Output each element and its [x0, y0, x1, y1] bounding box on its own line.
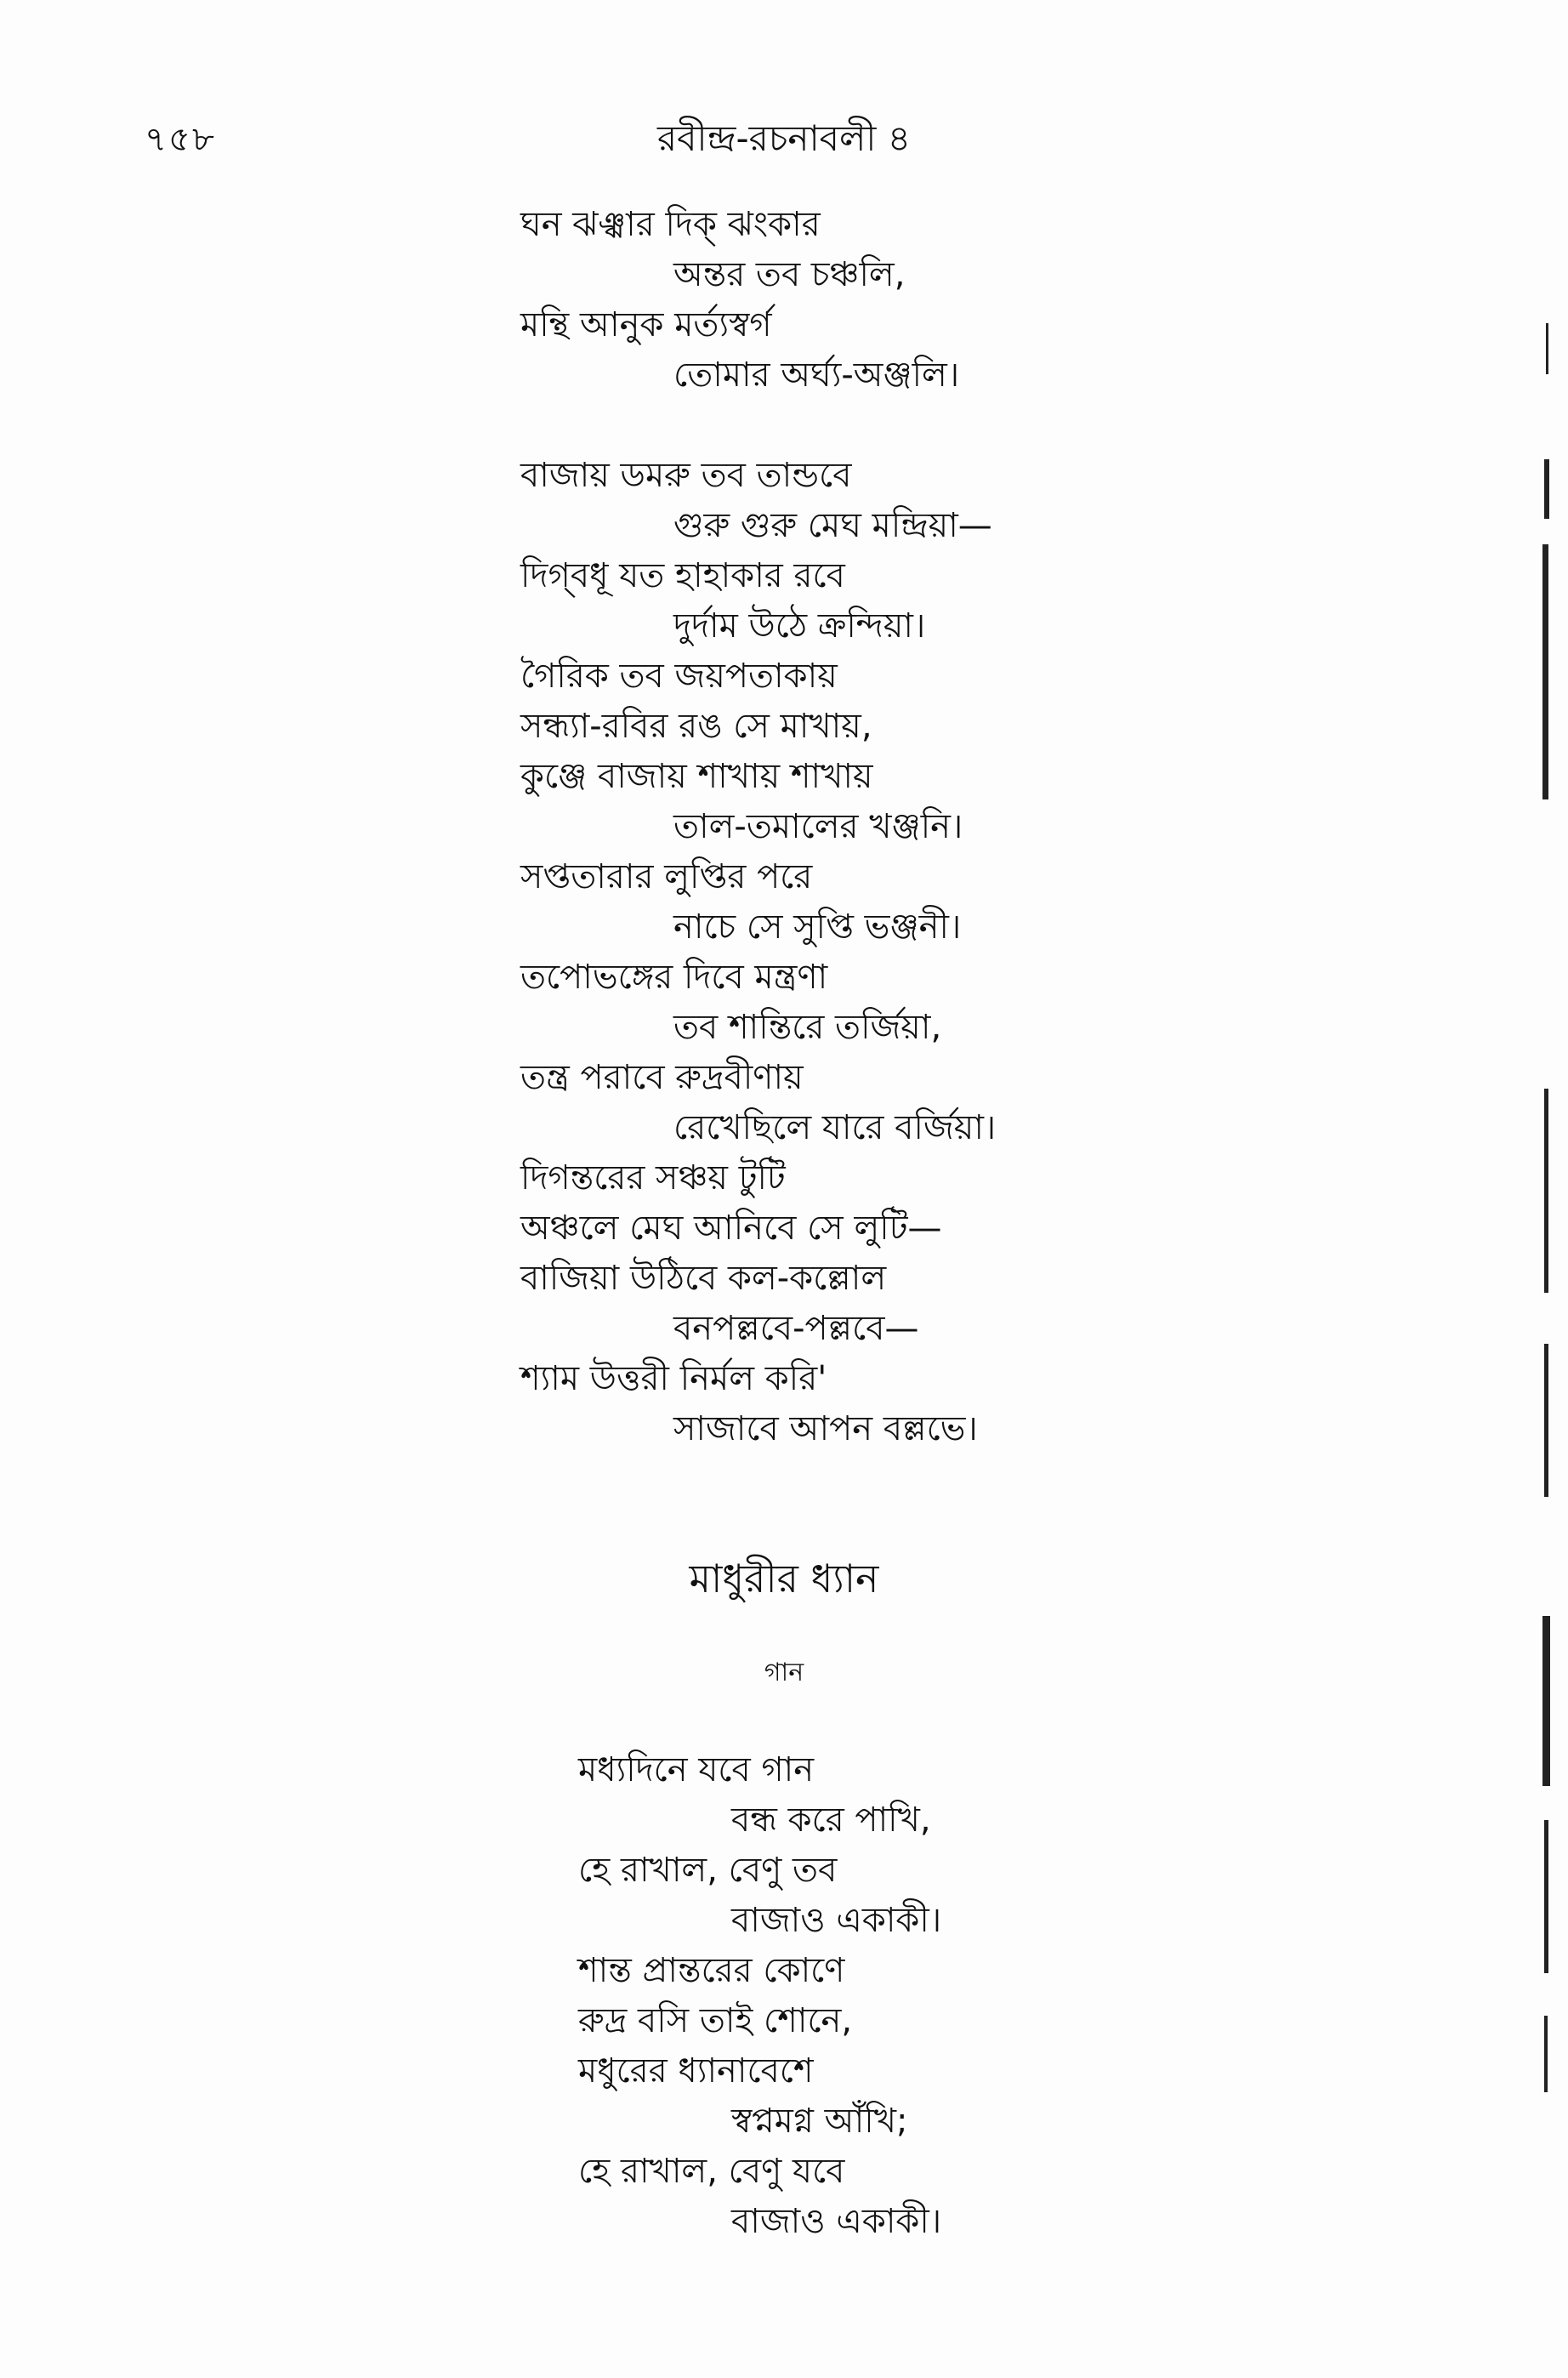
scan-mark: [1544, 459, 1549, 519]
poem-line: দিগ্‌বধূ যত হাহাকার রবে: [520, 556, 845, 595]
poem-line: বাজিয়া উঠিবে কল-কল্লোল: [520, 1259, 887, 1298]
song-line: বাজাও একাকী।: [731, 1901, 942, 1940]
poem-line: সপ্ততারার লুপ্তির পরে: [520, 857, 813, 896]
poem-line: গুরু গুরু মেঘ মন্দ্রিয়া—: [673, 506, 992, 545]
poem-line: তপোভঙ্গের দিবে মন্ত্রণা: [520, 958, 828, 997]
section-title: মাধুরীর ধ্যান: [689, 1556, 879, 1601]
poem-line: তোমার অর্ঘ্য-অঞ্জলি।: [673, 356, 960, 395]
song-line: হে রাখাল, বেণু তব: [578, 1851, 838, 1890]
song-line: রুদ্র বসি তাই শোনে,: [578, 2001, 853, 2040]
scan-mark: [1544, 1344, 1548, 1497]
stanza-break: [520, 401, 1286, 451]
poem-line: তব শান্তিরে তর্জিয়া,: [673, 1008, 942, 1047]
page-number: ৭৫৮: [145, 120, 216, 159]
poem-line: বাজায় ডমরু তব তান্ডবে: [520, 456, 852, 495]
song-line: হে রাখাল, বেণু যবে: [578, 2152, 845, 2191]
song-line: শান্ত প্রান্তরের কোণে: [578, 1951, 845, 1990]
section-subtitle: গান: [764, 1658, 804, 1687]
scan-mark: [1544, 1820, 1548, 1973]
poem-line: অঞ্চলে মেঘ আনিবে সে লুটি—: [520, 1209, 942, 1248]
poem-line: তন্ত্র পরাবে রুদ্রবীণায়: [520, 1058, 804, 1097]
poem-line: সন্ধ্যা-রবির রঙ সে মাখায়,: [520, 707, 872, 746]
poem-line: শ্যাম উত্তরী নির্মল করি': [520, 1359, 827, 1398]
scan-mark: [1542, 544, 1548, 799]
song-line: বাজাও একাকী।: [731, 2202, 942, 2241]
poem-line: অন্তর তব চঞ্চলি,: [673, 255, 906, 294]
running-head: রবীন্দ্র-রচনাবলী ৪: [657, 117, 911, 159]
poem-line: কুঞ্জে বাজায় শাখায় শাখায়: [520, 757, 873, 796]
poem-line: বনপল্লবে-পল্লবে—: [673, 1309, 919, 1348]
scan-mark: [1544, 2016, 1548, 2092]
scan-mark: [1544, 1089, 1548, 1293]
song-line: স্বপ্নমগ্ন আঁখি;: [731, 2102, 908, 2141]
song-line: বন্ধ করে পাখি,: [731, 1801, 931, 1840]
song-block: [578, 1745, 1344, 2247]
song-line: মধ্যদিনে যবে গান: [578, 1750, 815, 1789]
poem-line: দুর্দাম উঠে ক্রন্দিয়া।: [673, 606, 926, 646]
poem-line: তাল-তমালের খঞ্জনি।: [673, 807, 963, 846]
poem-line: মন্থি আনুক মর্ত্যস্বর্গ: [520, 305, 772, 344]
scan-mark: [1542, 1616, 1550, 1786]
poem-block: [520, 200, 1286, 1454]
poem-line: নাচে সে সুপ্তি ভঞ্জনী।: [673, 907, 962, 947]
poem-line: গৈরিক তব জয়পতাকায়: [520, 657, 838, 696]
poem-line: সাজাবে আপন বল্লভে।: [673, 1409, 978, 1448]
scan-edge-marks: [1534, 0, 1568, 2378]
poem-line: রেখেছিলে যারে বর্জিয়া।: [673, 1108, 997, 1147]
poem-line: ঘন ঝঞ্ঝার দিক্ ঝংকার: [520, 205, 821, 244]
poem-line: দিগন্তরের সঞ্চয় টুটি: [520, 1158, 786, 1198]
scan-mark: [1546, 323, 1548, 374]
song-line: মধুরের ধ্যানাবেশে: [578, 2051, 814, 2091]
